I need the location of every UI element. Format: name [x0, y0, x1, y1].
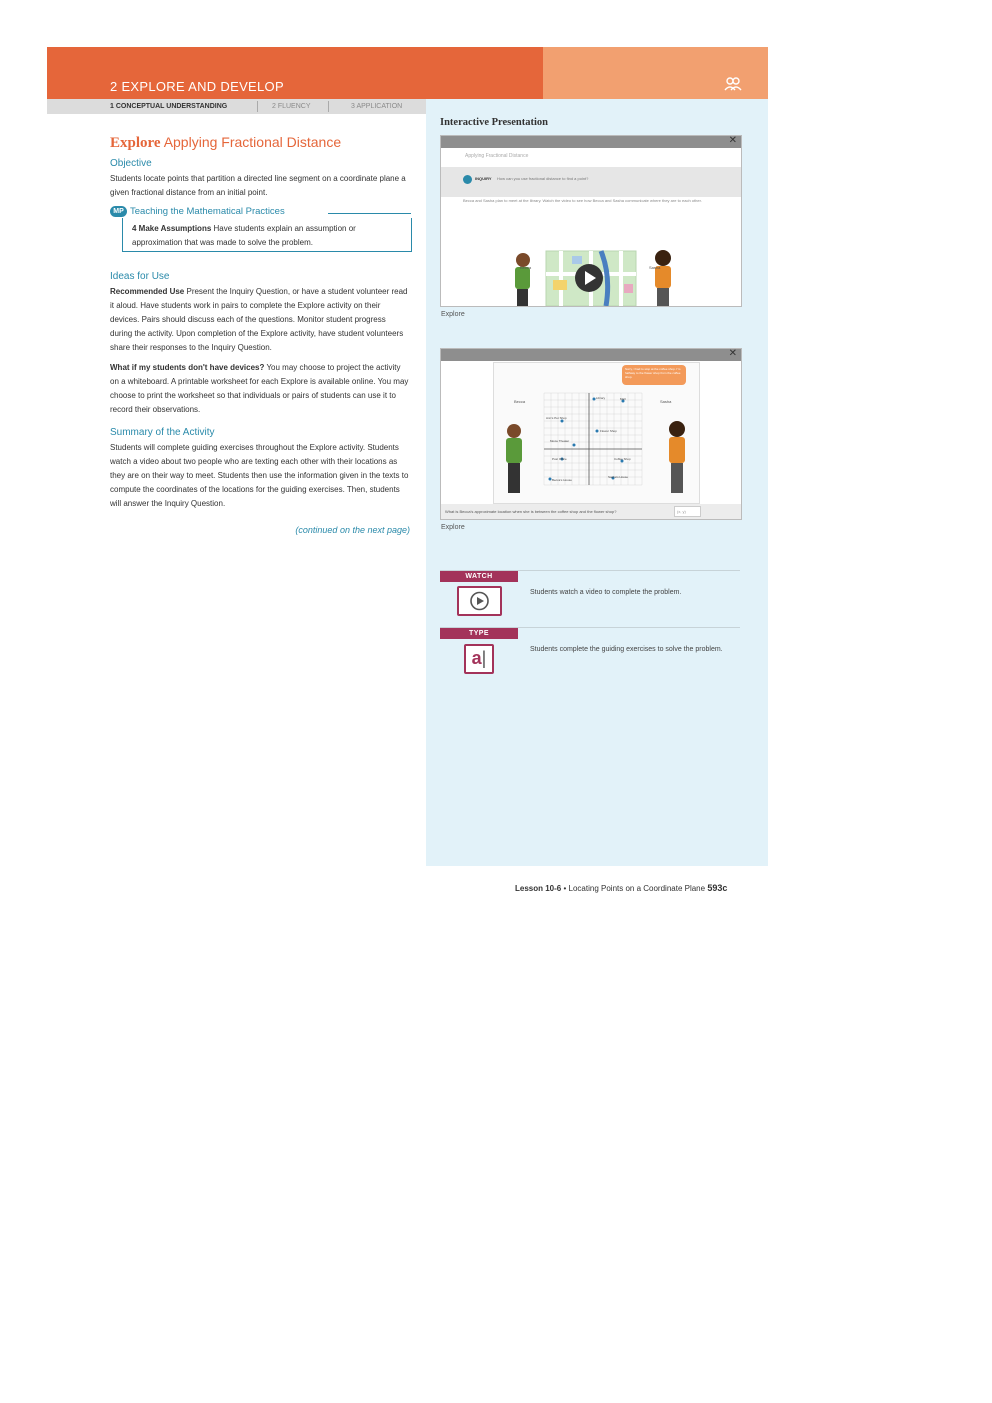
place-label: Ann's Pet Shop [546, 416, 567, 420]
summary-text: Students will complete guiding exercises throughout the Explore activity. Students watch a video about two people who are texting each other with their locations as they are on their way to meet. Students then use the information given in the texts to compute the coordinates of the locations for the guiding exercises. Then, students will answer the Inquiry Question. [110, 443, 409, 508]
speech-bubble-text: Sorry, I had to stop at the coffee shop. I'm halfway to the flower shop from the coffee shop. [625, 367, 681, 379]
continued-note: (continued on the next page) [295, 525, 410, 535]
place-label: Sasha's House [608, 475, 629, 479]
type-description: Students complete the guiding exercises to solve the problem. [530, 646, 723, 653]
tab-fluency[interactable]: 2 FLUENCY [272, 102, 311, 110]
summary-title: Summary of the Activity [110, 427, 215, 438]
page-footer [515, 883, 727, 893]
type-label: TYPE [440, 628, 518, 639]
recommended-label: Recommended Use [110, 287, 185, 296]
mp-practice: 4 Make Assumptions [132, 224, 212, 233]
devices-text: You may choose to project the activity on a whiteboard. A printable worksheet for each Explore is available online. You may choose to print the worksheet so that individuals or pairs of students can use it to record their observations. [110, 363, 409, 414]
footer-bullet: • [563, 884, 567, 893]
recommended-use [110, 285, 410, 355]
inquiry-icon [463, 175, 472, 184]
place-label: Flower Shop [600, 429, 617, 433]
devices-label: What if my students don't have devices? [110, 363, 265, 372]
place-label: Mall [620, 397, 626, 401]
screen-instructions: Becca and Sasha plan to meet at the library. Watch the video to see how Becca and Sasha communicate where they are to each other. [463, 198, 702, 203]
ideas-title: Ideas for Use [110, 271, 170, 282]
tab-divider [257, 101, 258, 112]
continued-text: continued on the next page [298, 525, 407, 535]
place-label: Coffee Shop [614, 457, 631, 461]
place-label: Becca's House [552, 478, 572, 482]
explore-heading [110, 134, 410, 152]
play-icon [459, 588, 500, 614]
character-name-right: Sasha [660, 399, 672, 404]
screen-toolbar [441, 136, 741, 148]
mp-rule [328, 213, 411, 214]
page-number: 593c [707, 883, 728, 893]
type-icon[interactable] [464, 644, 494, 674]
teacher-notes-column [110, 134, 410, 535]
mp-description: Have students explain an assumption or approximation that was made to solve the problem. [132, 224, 356, 247]
mp-badge-icon: MP [110, 206, 127, 217]
mp-heading [110, 206, 285, 217]
character-name-left: Becca [520, 265, 532, 270]
watch-description: Students watch a video to complete the problem. [530, 589, 682, 596]
lesson-topic: Locating Points on a Coordinate Plane [568, 884, 706, 893]
tab-conceptual-understanding[interactable]: 1 CONCEPTUAL UNDERSTANDING [110, 102, 228, 110]
math-practices-box [110, 206, 410, 252]
explore-word: Explore [110, 135, 161, 151]
objective-title: Objective [110, 158, 152, 169]
question-bar [441, 504, 741, 519]
screen-toolbar [441, 349, 741, 361]
explore-screen-graph[interactable] [440, 348, 742, 520]
video-illustration [441, 236, 741, 306]
mp-text [132, 222, 402, 250]
objective-text: Students locate points that partition a directed line segment on a coordinate plane a given fractional distance from an initial point. [110, 174, 406, 197]
interactive-presentation-title: Interactive Presentation [440, 117, 548, 128]
watch-frame[interactable] [457, 586, 502, 616]
watch-label: WATCH [440, 571, 518, 582]
place-label: Library [596, 396, 606, 400]
mp-title: Teaching the Mathematical Practices [130, 206, 285, 217]
answer-input[interactable]: (x, y) [674, 506, 701, 517]
character-name-right: Sasha [649, 265, 661, 270]
screen-page-title: Applying Fractional Distance [465, 153, 529, 159]
section-title: 2 EXPLORE AND DEVELOP [110, 79, 284, 94]
type-glyph: a [471, 648, 482, 668]
graph-stage [493, 362, 700, 504]
explore-title: Applying Fractional Distance [163, 134, 342, 150]
close-icon[interactable]: ✕ [728, 135, 737, 146]
phase-tabs [47, 99, 426, 114]
explore-screen-video[interactable] [440, 135, 742, 307]
character-name-left: Becca [514, 399, 526, 404]
tab-application[interactable]: 3 APPLICATION [351, 102, 403, 110]
coordinate-plane [494, 363, 699, 503]
inquiry-label: INQUIRY [475, 176, 492, 181]
screen-caption: Explore [441, 311, 465, 318]
tab-divider [328, 101, 329, 112]
screen-caption: Explore [441, 524, 465, 531]
place-label: Post Office [552, 457, 567, 461]
recommended-text: Present the Inquiry Question, or have a student volunteer read it aloud. Have students work in pairs to complete the Explore activity on their devices. Pairs should discuss each of the questions. Monitor student progress during the activity. Upon completion of the Explore activity, have student volunteers share their responses to the Inquiry Question. [110, 287, 408, 352]
text-cursor-icon: | [481, 648, 487, 668]
inquiry-text: How can you use fractional distance to find a point? [497, 176, 589, 181]
question-text: What is Becca's approximate location when she is between the coffee shop and the flower shop? [445, 509, 617, 514]
close-icon[interactable]: ✕ [728, 348, 737, 359]
place-label: Movie Theater [550, 439, 570, 443]
lesson-number: Lesson 10-6 [515, 884, 562, 893]
devices-note [110, 361, 410, 417]
group-icon [724, 76, 742, 92]
inquiry-band [441, 167, 741, 197]
